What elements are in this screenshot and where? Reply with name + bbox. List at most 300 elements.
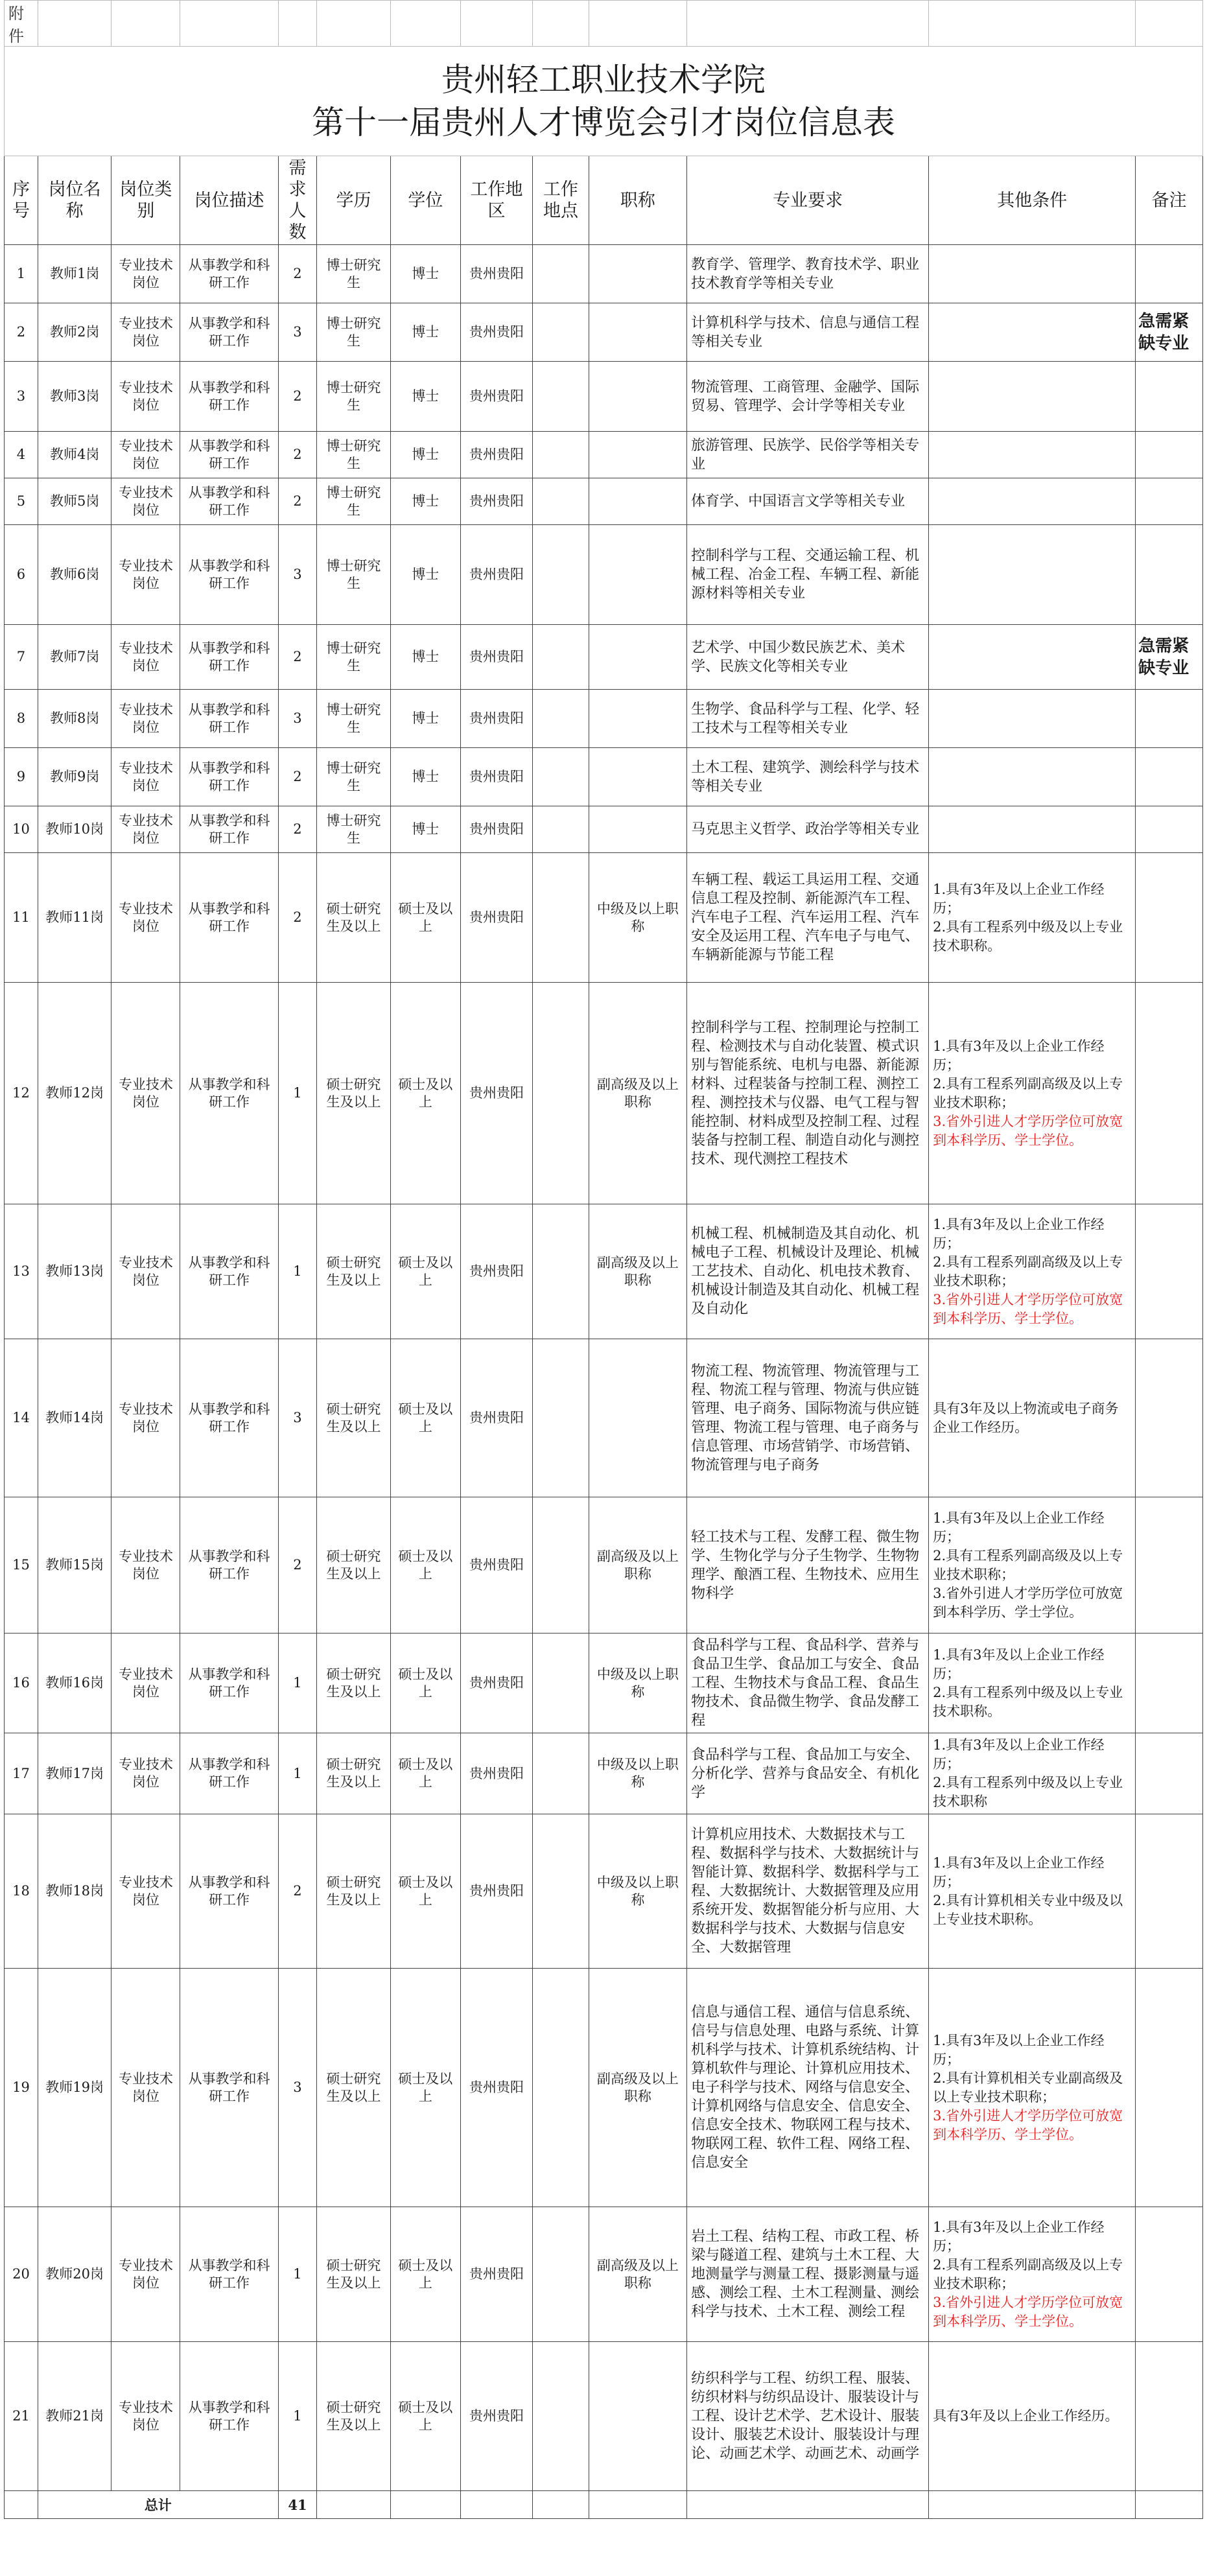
cell-edu: 硕士研究生及以上 <box>317 1733 391 1814</box>
table-row <box>5 432 1203 478</box>
cell-site <box>533 245 589 303</box>
cell-edu: 博士研究生 <box>317 478 391 525</box>
cell-post-desc: 从事教学和科研工作 <box>180 1633 278 1733</box>
table-row <box>5 625 1203 690</box>
cell-count: 1 <box>278 1733 316 1814</box>
cell-post-type: 专业技术岗位 <box>111 478 180 525</box>
table-row <box>5 1204 1203 1339</box>
title-row <box>5 47 1203 156</box>
cell-major: 车辆工程、载运工具运用工程、交通信息工程及控制、新能源汽车工程、汽车电子工程、汽车运用工程、汽车安全及运用工程、汽车电子与电气、车辆新能源与节能工程 <box>687 853 929 983</box>
cell-degree: 硕士及以上 <box>390 1497 460 1633</box>
cell-edu: 博士研究生 <box>317 303 391 362</box>
condition-line: 2.具有工程系列副高级及以上专业技术职称； <box>933 1547 1123 1582</box>
cell-title <box>589 625 686 690</box>
cell-post-desc: 从事教学和科研工作 <box>180 478 278 525</box>
cell-site <box>533 1204 589 1339</box>
cell-post-type: 专业技术岗位 <box>111 2207 180 2342</box>
cell-post-type: 专业技术岗位 <box>111 806 180 853</box>
cell-count: 2 <box>278 1814 316 1969</box>
cell-post-desc: 从事教学和科研工作 <box>180 245 278 303</box>
cell-major: 食品科学与工程、食品加工与安全、分析化学、营养与食品安全、有机化学 <box>687 1733 929 1814</box>
cell-major: 机械工程、机械制造及其自动化、机械电子工程、机械设计及理论、机械工艺技术、自动化、机电技术教育、机械设计制造及其自动化、机械工程及自动化 <box>687 1204 929 1339</box>
cell-edu: 硕士研究生及以上 <box>317 1339 391 1497</box>
condition-line: 3.省外引进人才学历学位可放宽到本科学历、学士学位。 <box>933 1291 1123 1326</box>
attachment-row <box>5 1 1203 47</box>
cell-title: 中级及以上职称 <box>589 1633 686 1733</box>
table-row <box>5 853 1203 983</box>
cell-degree: 博士 <box>390 806 460 853</box>
cell-region: 贵州贵阳 <box>460 853 532 983</box>
table-row <box>5 1733 1203 1814</box>
header-remark: 备注 <box>1136 156 1203 245</box>
header-other: 其他条件 <box>929 156 1136 245</box>
cell-post-name: 教师8岗 <box>38 690 111 748</box>
cell-edu: 硕士研究生及以上 <box>317 983 391 1204</box>
cell-post-name: 教师15岗 <box>38 1497 111 1633</box>
cell-post-desc: 从事教学和科研工作 <box>180 806 278 853</box>
cell-major: 计算机科学与技术、信息与通信工程等相关专业 <box>687 303 929 362</box>
cell-other <box>929 690 1136 748</box>
cell-title: 中级及以上职称 <box>589 853 686 983</box>
cell-degree: 硕士及以上 <box>390 2207 460 2342</box>
cell-post-desc: 从事教学和科研工作 <box>180 1733 278 1814</box>
cell-edu: 硕士研究生及以上 <box>317 853 391 983</box>
cell-post-name: 教师1岗 <box>38 245 111 303</box>
cell-post-type: 专业技术岗位 <box>111 362 180 432</box>
cell-edu: 博士研究生 <box>317 690 391 748</box>
cell-region: 贵州贵阳 <box>460 983 532 1204</box>
cell-major: 马克思主义哲学、政治学等相关专业 <box>687 806 929 853</box>
cell-remark <box>1136 525 1203 625</box>
cell-remark <box>1136 748 1203 806</box>
cell-seq: 20 <box>5 2207 38 2342</box>
header-post-type: 岗位类别 <box>111 156 180 245</box>
cell-post-name: 教师5岗 <box>38 478 111 525</box>
table-row <box>5 1633 1203 1733</box>
cell-degree: 博士 <box>390 432 460 478</box>
cell-post-desc: 从事教学和科研工作 <box>180 2342 278 2491</box>
cell-region: 贵州贵阳 <box>460 362 532 432</box>
cell-edu: 博士研究生 <box>317 432 391 478</box>
cell-major: 岩土工程、结构工程、市政工程、桥梁与隧道工程、建筑与土木工程、大地测量学与测量工程、摄影测量与遥感、测绘工程、土木工程测量、测绘科学与技术、土木工程、测绘工程 <box>687 2207 929 2342</box>
cell-edu: 硕士研究生及以上 <box>317 2207 391 2342</box>
cell-post-desc: 从事教学和科研工作 <box>180 2207 278 2342</box>
cell-region: 贵州贵阳 <box>460 625 532 690</box>
table-row <box>5 245 1203 303</box>
cell-edu: 博士研究生 <box>317 806 391 853</box>
header-major: 专业要求 <box>687 156 929 245</box>
cell-major: 轻工技术与工程、发酵工程、微生物学、生物化学与分子生物学、生物物理学、酿酒工程、生物技术、应用生物科学 <box>687 1497 929 1633</box>
cell-post-type: 专业技术岗位 <box>111 690 180 748</box>
cell-region: 贵州贵阳 <box>460 1969 532 2207</box>
cell-count: 2 <box>278 362 316 432</box>
cell-site <box>533 525 589 625</box>
cell-other <box>929 1339 1136 1497</box>
cell-site <box>533 748 589 806</box>
cell-count: 2 <box>278 625 316 690</box>
cell-other <box>929 2342 1136 2491</box>
cell-seq: 12 <box>5 983 38 1204</box>
table-row <box>5 525 1203 625</box>
cell-post-name: 教师9岗 <box>38 748 111 806</box>
cell-seq: 2 <box>5 303 38 362</box>
page-title <box>5 47 1203 156</box>
cell-count: 2 <box>278 478 316 525</box>
cell-seq: 8 <box>5 690 38 748</box>
cell-post-type: 专业技术岗位 <box>111 432 180 478</box>
cell-edu: 博士研究生 <box>317 748 391 806</box>
cell-count: 2 <box>278 245 316 303</box>
cell-other <box>929 1204 1136 1339</box>
cell-region: 贵州贵阳 <box>460 245 532 303</box>
condition-line: 1.具有3年及以上企业工作经历； <box>933 1038 1105 1073</box>
condition-line: 2.具有工程系列中级及以上专业技术职称。 <box>933 1684 1123 1719</box>
cell-title: 副高级及以上职称 <box>589 1204 686 1339</box>
cell-seq: 4 <box>5 432 38 478</box>
condition-line: 2.具有计算机相关专业副高级及以上专业技术职称； <box>933 2070 1123 2105</box>
cell-region: 贵州贵阳 <box>460 690 532 748</box>
cell-region: 贵州贵阳 <box>460 1814 532 1969</box>
cell-post-name: 教师7岗 <box>38 625 111 690</box>
cell-seq: 17 <box>5 1733 38 1814</box>
cell-post-name: 教师16岗 <box>38 1633 111 1733</box>
cell-site <box>533 2207 589 2342</box>
cell-seq: 7 <box>5 625 38 690</box>
recruitment-table <box>4 0 1203 2519</box>
cell-remark <box>1136 1969 1203 2207</box>
cell-seq: 14 <box>5 1339 38 1497</box>
cell-major: 艺术学、中国少数民族艺术、美术学、民族文化等相关专业 <box>687 625 929 690</box>
cell-count: 3 <box>278 1339 316 1497</box>
cell-remark <box>1136 478 1203 525</box>
table-row <box>5 1339 1203 1497</box>
attachment-label: 附件 <box>5 1 38 47</box>
cell-post-type: 专业技术岗位 <box>111 983 180 1204</box>
cell-post-name: 教师12岗 <box>38 983 111 1204</box>
cell-post-name: 教师18岗 <box>38 1814 111 1969</box>
cell-seq: 16 <box>5 1633 38 1733</box>
cell-major: 纺织科学与工程、纺织工程、服装、纺织材料与纺织品设计、服装设计与工程、设计艺术学、艺术设计、服装设计、服装艺术设计、服装设计与理论、动画艺术学、动画艺术、动画学 <box>687 2342 929 2491</box>
cell-other <box>929 1733 1136 1814</box>
cell-other <box>929 303 1136 362</box>
cell-major: 食品科学与工程、食品科学、营养与食品卫生学、食品加工与安全、食品工程、生物技术与食品工程、食品生物技术、食品微生物学、食品发酵工程 <box>687 1633 929 1733</box>
cell-remark <box>1136 806 1203 853</box>
cell-post-type: 专业技术岗位 <box>111 2342 180 2491</box>
cell-other <box>929 806 1136 853</box>
cell-post-desc: 从事教学和科研工作 <box>180 432 278 478</box>
cell-post-desc: 从事教学和科研工作 <box>180 1814 278 1969</box>
cell-seq: 6 <box>5 525 38 625</box>
cell-major: 信息与通信工程、通信与信息系统、信号与信息处理、电路与系统、计算机科学与技术、计算机系统结构、计算机软件与理论、计算机应用技术、电子科学与技术、网络与信息安全、计算机网络与信息安全、信息安全、信息安全技术、物联网工程与技术、物联网工程、软件工程、网络工程、信息安全 <box>687 1969 929 2207</box>
cell-remark: 急需紧缺专业 <box>1136 303 1203 362</box>
cell-remark <box>1136 1633 1203 1733</box>
cell-count: 1 <box>278 1633 316 1733</box>
cell-post-desc: 从事教学和科研工作 <box>180 525 278 625</box>
cell-other <box>929 748 1136 806</box>
cell-seq: 5 <box>5 478 38 525</box>
cell-title: 副高级及以上职称 <box>589 2207 686 2342</box>
cell-region: 贵州贵阳 <box>460 2342 532 2491</box>
condition-line: 2.具有工程系列副高级及以上专业技术职称； <box>933 2256 1123 2291</box>
cell-remark <box>1136 1339 1203 1497</box>
cell-major: 物流管理、工商管理、金融学、国际贸易、管理学、会计学等相关专业 <box>687 362 929 432</box>
cell-post-type: 专业技术岗位 <box>111 245 180 303</box>
condition-line: 具有3年及以上企业工作经历。 <box>933 2408 1119 2424</box>
cell-other <box>929 245 1136 303</box>
header-post-name: 岗位名称 <box>38 156 111 245</box>
cell-post-type: 专业技术岗位 <box>111 1969 180 2207</box>
cell-title <box>589 245 686 303</box>
cell-seq: 15 <box>5 1497 38 1633</box>
cell-count: 2 <box>278 1497 316 1633</box>
cell-edu: 博士研究生 <box>317 525 391 625</box>
cell-post-desc: 从事教学和科研工作 <box>180 690 278 748</box>
cell-degree: 硕士及以上 <box>390 983 460 1204</box>
cell-region: 贵州贵阳 <box>460 1204 532 1339</box>
cell-title <box>589 690 686 748</box>
cell-post-name: 教师3岗 <box>38 362 111 432</box>
cell-title <box>589 362 686 432</box>
title-line-2: 第十一届贵州人才博览会引才岗位信息表 <box>312 104 895 141</box>
cell-site <box>533 478 589 525</box>
cell-post-type: 专业技术岗位 <box>111 1733 180 1814</box>
cell-post-name: 教师11岗 <box>38 853 111 983</box>
cell-post-desc: 从事教学和科研工作 <box>180 362 278 432</box>
cell-region: 贵州贵阳 <box>460 303 532 362</box>
cell-post-type: 专业技术岗位 <box>111 748 180 806</box>
cell-edu: 博士研究生 <box>317 625 391 690</box>
table-row <box>5 1969 1203 2207</box>
cell-title <box>589 303 686 362</box>
total-label: 总计 <box>38 2491 278 2519</box>
cell-degree: 博士 <box>390 478 460 525</box>
cell-degree: 博士 <box>390 525 460 625</box>
cell-seq: 10 <box>5 806 38 853</box>
condition-line: 1.具有3年及以上企业工作经历； <box>933 1216 1105 1251</box>
cell-major: 控制科学与工程、控制理论与控制工程、检测技术与自动化装置、模式识别与智能系统、电机与电器、新能源材料、过程装备与控制工程、测控工程、测控技术与仪器、电气工程与智能控制、材料成型及控制工程、过程装备与控制工程、制造自动化与测控技术、现代测控工程技术 <box>687 983 929 1204</box>
cell-post-name: 教师2岗 <box>38 303 111 362</box>
cell-seq: 3 <box>5 362 38 432</box>
cell-major: 物流工程、物流管理、物流管理与工程、物流工程与管理、物流与供应链管理、电子商务、国际物流与供应链管理、物流工程与管理、电子商务与信息管理、市场营销学、市场营销、物流管理与电子商务 <box>687 1339 929 1497</box>
condition-line: 2.具有工程系列副高级及以上专业技术职称； <box>933 1254 1123 1289</box>
cell-region: 贵州贵阳 <box>460 1497 532 1633</box>
table-row <box>5 303 1203 362</box>
cell-remark <box>1136 853 1203 983</box>
cell-other <box>929 525 1136 625</box>
cell-post-desc: 从事教学和科研工作 <box>180 853 278 983</box>
cell-post-name: 教师17岗 <box>38 1733 111 1814</box>
cell-title <box>589 1339 686 1497</box>
cell-degree: 博士 <box>390 303 460 362</box>
cell-edu: 硕士研究生及以上 <box>317 2342 391 2491</box>
cell-count: 1 <box>278 2342 316 2491</box>
cell-region: 贵州贵阳 <box>460 2207 532 2342</box>
cell-region: 贵州贵阳 <box>460 806 532 853</box>
table-row <box>5 2207 1203 2342</box>
cell-remark <box>1136 1733 1203 1814</box>
cell-seq: 1 <box>5 245 38 303</box>
cell-other <box>929 362 1136 432</box>
cell-remark <box>1136 362 1203 432</box>
table-row <box>5 983 1203 1204</box>
cell-count: 1 <box>278 1204 316 1339</box>
cell-other <box>929 1814 1136 1969</box>
cell-title <box>589 748 686 806</box>
cell-major: 计算机应用技术、大数据技术与工程、数据科学与技术、大数据统计与智能计算、数据科学、数据科学与工程、大数据统计、大数据管理及应用系统开发、数据智能分析与应用、大数据科学与技术、大数据与信息安全、大数据管理 <box>687 1814 929 1969</box>
cell-site <box>533 1969 589 2207</box>
table-row <box>5 690 1203 748</box>
cell-site <box>533 690 589 748</box>
cell-site <box>533 1497 589 1633</box>
cell-other <box>929 478 1136 525</box>
cell-remark <box>1136 1497 1203 1633</box>
cell-degree: 硕士及以上 <box>390 1204 460 1339</box>
cell-edu: 硕士研究生及以上 <box>317 1969 391 2207</box>
cell-major: 体育学、中国语言文学等相关专业 <box>687 478 929 525</box>
header-count: 需求人数 <box>278 156 316 245</box>
header-edu: 学历 <box>317 156 391 245</box>
cell-other <box>929 1633 1136 1733</box>
cell-post-desc: 从事教学和科研工作 <box>180 748 278 806</box>
cell-edu: 硕士研究生及以上 <box>317 1633 391 1733</box>
cell-site <box>533 1733 589 1814</box>
cell-site <box>533 983 589 1204</box>
header-region: 工作地区 <box>460 156 532 245</box>
cell-major: 土木工程、建筑学、测绘科学与技术等相关专业 <box>687 748 929 806</box>
cell-title: 副高级及以上职称 <box>589 1969 686 2207</box>
cell-degree: 博士 <box>390 690 460 748</box>
cell-other <box>929 983 1136 1204</box>
cell-other <box>929 1497 1136 1633</box>
cell-title: 副高级及以上职称 <box>589 983 686 1204</box>
condition-line: 2.具有工程系列中级及以上专业技术职称。 <box>933 919 1123 954</box>
cell-major: 生物学、食品科学与工程、化学、轻工技术与工程等相关专业 <box>687 690 929 748</box>
cell-post-type: 专业技术岗位 <box>111 1814 180 1969</box>
cell-site <box>533 362 589 432</box>
cell-remark <box>1136 983 1203 1204</box>
cell-post-type: 专业技术岗位 <box>111 625 180 690</box>
cell-count: 3 <box>278 690 316 748</box>
cell-remark <box>1136 432 1203 478</box>
cell-remark <box>1136 245 1203 303</box>
table-row <box>5 748 1203 806</box>
cell-post-type: 专业技术岗位 <box>111 1497 180 1633</box>
cell-count: 2 <box>278 748 316 806</box>
cell-region: 贵州贵阳 <box>460 478 532 525</box>
cell-title: 中级及以上职称 <box>589 1814 686 1969</box>
cell-post-desc: 从事教学和科研工作 <box>180 625 278 690</box>
total-count: 41 <box>278 2491 316 2519</box>
table-row <box>5 1497 1203 1633</box>
cell-edu: 硕士研究生及以上 <box>317 1814 391 1969</box>
cell-count: 1 <box>278 983 316 1204</box>
cell-post-name: 教师10岗 <box>38 806 111 853</box>
cell-post-name: 教师4岗 <box>38 432 111 478</box>
cell-site <box>533 432 589 478</box>
title-line-1: 贵州轻工职业技术学院 <box>441 61 766 99</box>
cell-other <box>929 1969 1136 2207</box>
condition-line: 3.省外引进人才学历学位可放宽到本科学历、学士学位。 <box>933 2107 1123 2142</box>
cell-major: 控制科学与工程、交通运输工程、机械工程、冶金工程、车辆工程、新能源材料等相关专业 <box>687 525 929 625</box>
cell-post-type: 专业技术岗位 <box>111 853 180 983</box>
cell-degree: 硕士及以上 <box>390 1969 460 2207</box>
cell-count: 1 <box>278 2207 316 2342</box>
cell-remark <box>1136 2342 1203 2491</box>
cell-count: 3 <box>278 525 316 625</box>
cell-post-type: 专业技术岗位 <box>111 1204 180 1339</box>
condition-line: 1.具有3年及以上企业工作经历； <box>933 2032 1105 2067</box>
cell-post-type: 专业技术岗位 <box>111 1339 180 1497</box>
condition-line: 2.具有计算机相关专业中级及以上专业技术职称。 <box>933 1892 1123 1927</box>
cell-post-desc: 从事教学和科研工作 <box>180 1497 278 1633</box>
cell-title: 中级及以上职称 <box>589 1733 686 1814</box>
header-title: 职称 <box>589 156 686 245</box>
cell-site <box>533 1339 589 1497</box>
cell-other <box>929 432 1136 478</box>
cell-post-desc: 从事教学和科研工作 <box>180 1969 278 2207</box>
cell-site <box>533 303 589 362</box>
cell-degree: 硕士及以上 <box>390 853 460 983</box>
cell-post-desc: 从事教学和科研工作 <box>180 1339 278 1497</box>
cell-other <box>929 853 1136 983</box>
cell-remark <box>1136 690 1203 748</box>
table-row <box>5 362 1203 432</box>
condition-line: 3.省外引进人才学历学位可放宽到本科学历、学士学位。 <box>933 1585 1123 1620</box>
header-seq: 序号 <box>5 156 38 245</box>
cell-title <box>589 525 686 625</box>
cell-site <box>533 1814 589 1969</box>
cell-edu: 硕士研究生及以上 <box>317 1204 391 1339</box>
table-row <box>5 806 1203 853</box>
cell-site <box>533 806 589 853</box>
cell-seq: 11 <box>5 853 38 983</box>
condition-line: 1.具有3年及以上企业工作经历； <box>933 1855 1105 1890</box>
cell-site <box>533 1633 589 1733</box>
condition-line: 1.具有3年及以上企业工作经历； <box>933 2219 1105 2254</box>
cell-seq: 21 <box>5 2342 38 2491</box>
table-row <box>5 2342 1203 2491</box>
cell-region: 贵州贵阳 <box>460 525 532 625</box>
cell-post-desc: 从事教学和科研工作 <box>180 1204 278 1339</box>
condition-line: 1.具有3年及以上企业工作经历； <box>933 1737 1105 1772</box>
cell-region: 贵州贵阳 <box>460 748 532 806</box>
condition-line: 2.具有工程系列中级及以上专业技术职称 <box>933 1775 1123 1809</box>
cell-remark <box>1136 1204 1203 1339</box>
cell-count: 2 <box>278 806 316 853</box>
cell-title <box>589 432 686 478</box>
cell-title <box>589 806 686 853</box>
table-row <box>5 478 1203 525</box>
cell-count: 2 <box>278 853 316 983</box>
cell-region: 贵州贵阳 <box>460 1339 532 1497</box>
cell-remark <box>1136 2207 1203 2342</box>
condition-line: 2.具有工程系列副高级及以上专业技术职称； <box>933 1075 1123 1110</box>
cell-major: 教育学、管理学、教育技术学、职业技术教育学等相关专业 <box>687 245 929 303</box>
cell-count: 2 <box>278 432 316 478</box>
cell-post-name: 教师19岗 <box>38 1969 111 2207</box>
cell-site <box>533 2342 589 2491</box>
cell-degree: 博士 <box>390 625 460 690</box>
cell-count: 3 <box>278 303 316 362</box>
cell-title: 副高级及以上职称 <box>589 1497 686 1633</box>
cell-post-name: 教师13岗 <box>38 1204 111 1339</box>
cell-remark: 急需紧缺专业 <box>1136 625 1203 690</box>
cell-post-type: 专业技术岗位 <box>111 303 180 362</box>
cell-site <box>533 625 589 690</box>
cell-degree: 硕士及以上 <box>390 1814 460 1969</box>
cell-title <box>589 2342 686 2491</box>
condition-line: 3.省外引进人才学历学位可放宽到本科学历、学士学位。 <box>933 2294 1123 2329</box>
